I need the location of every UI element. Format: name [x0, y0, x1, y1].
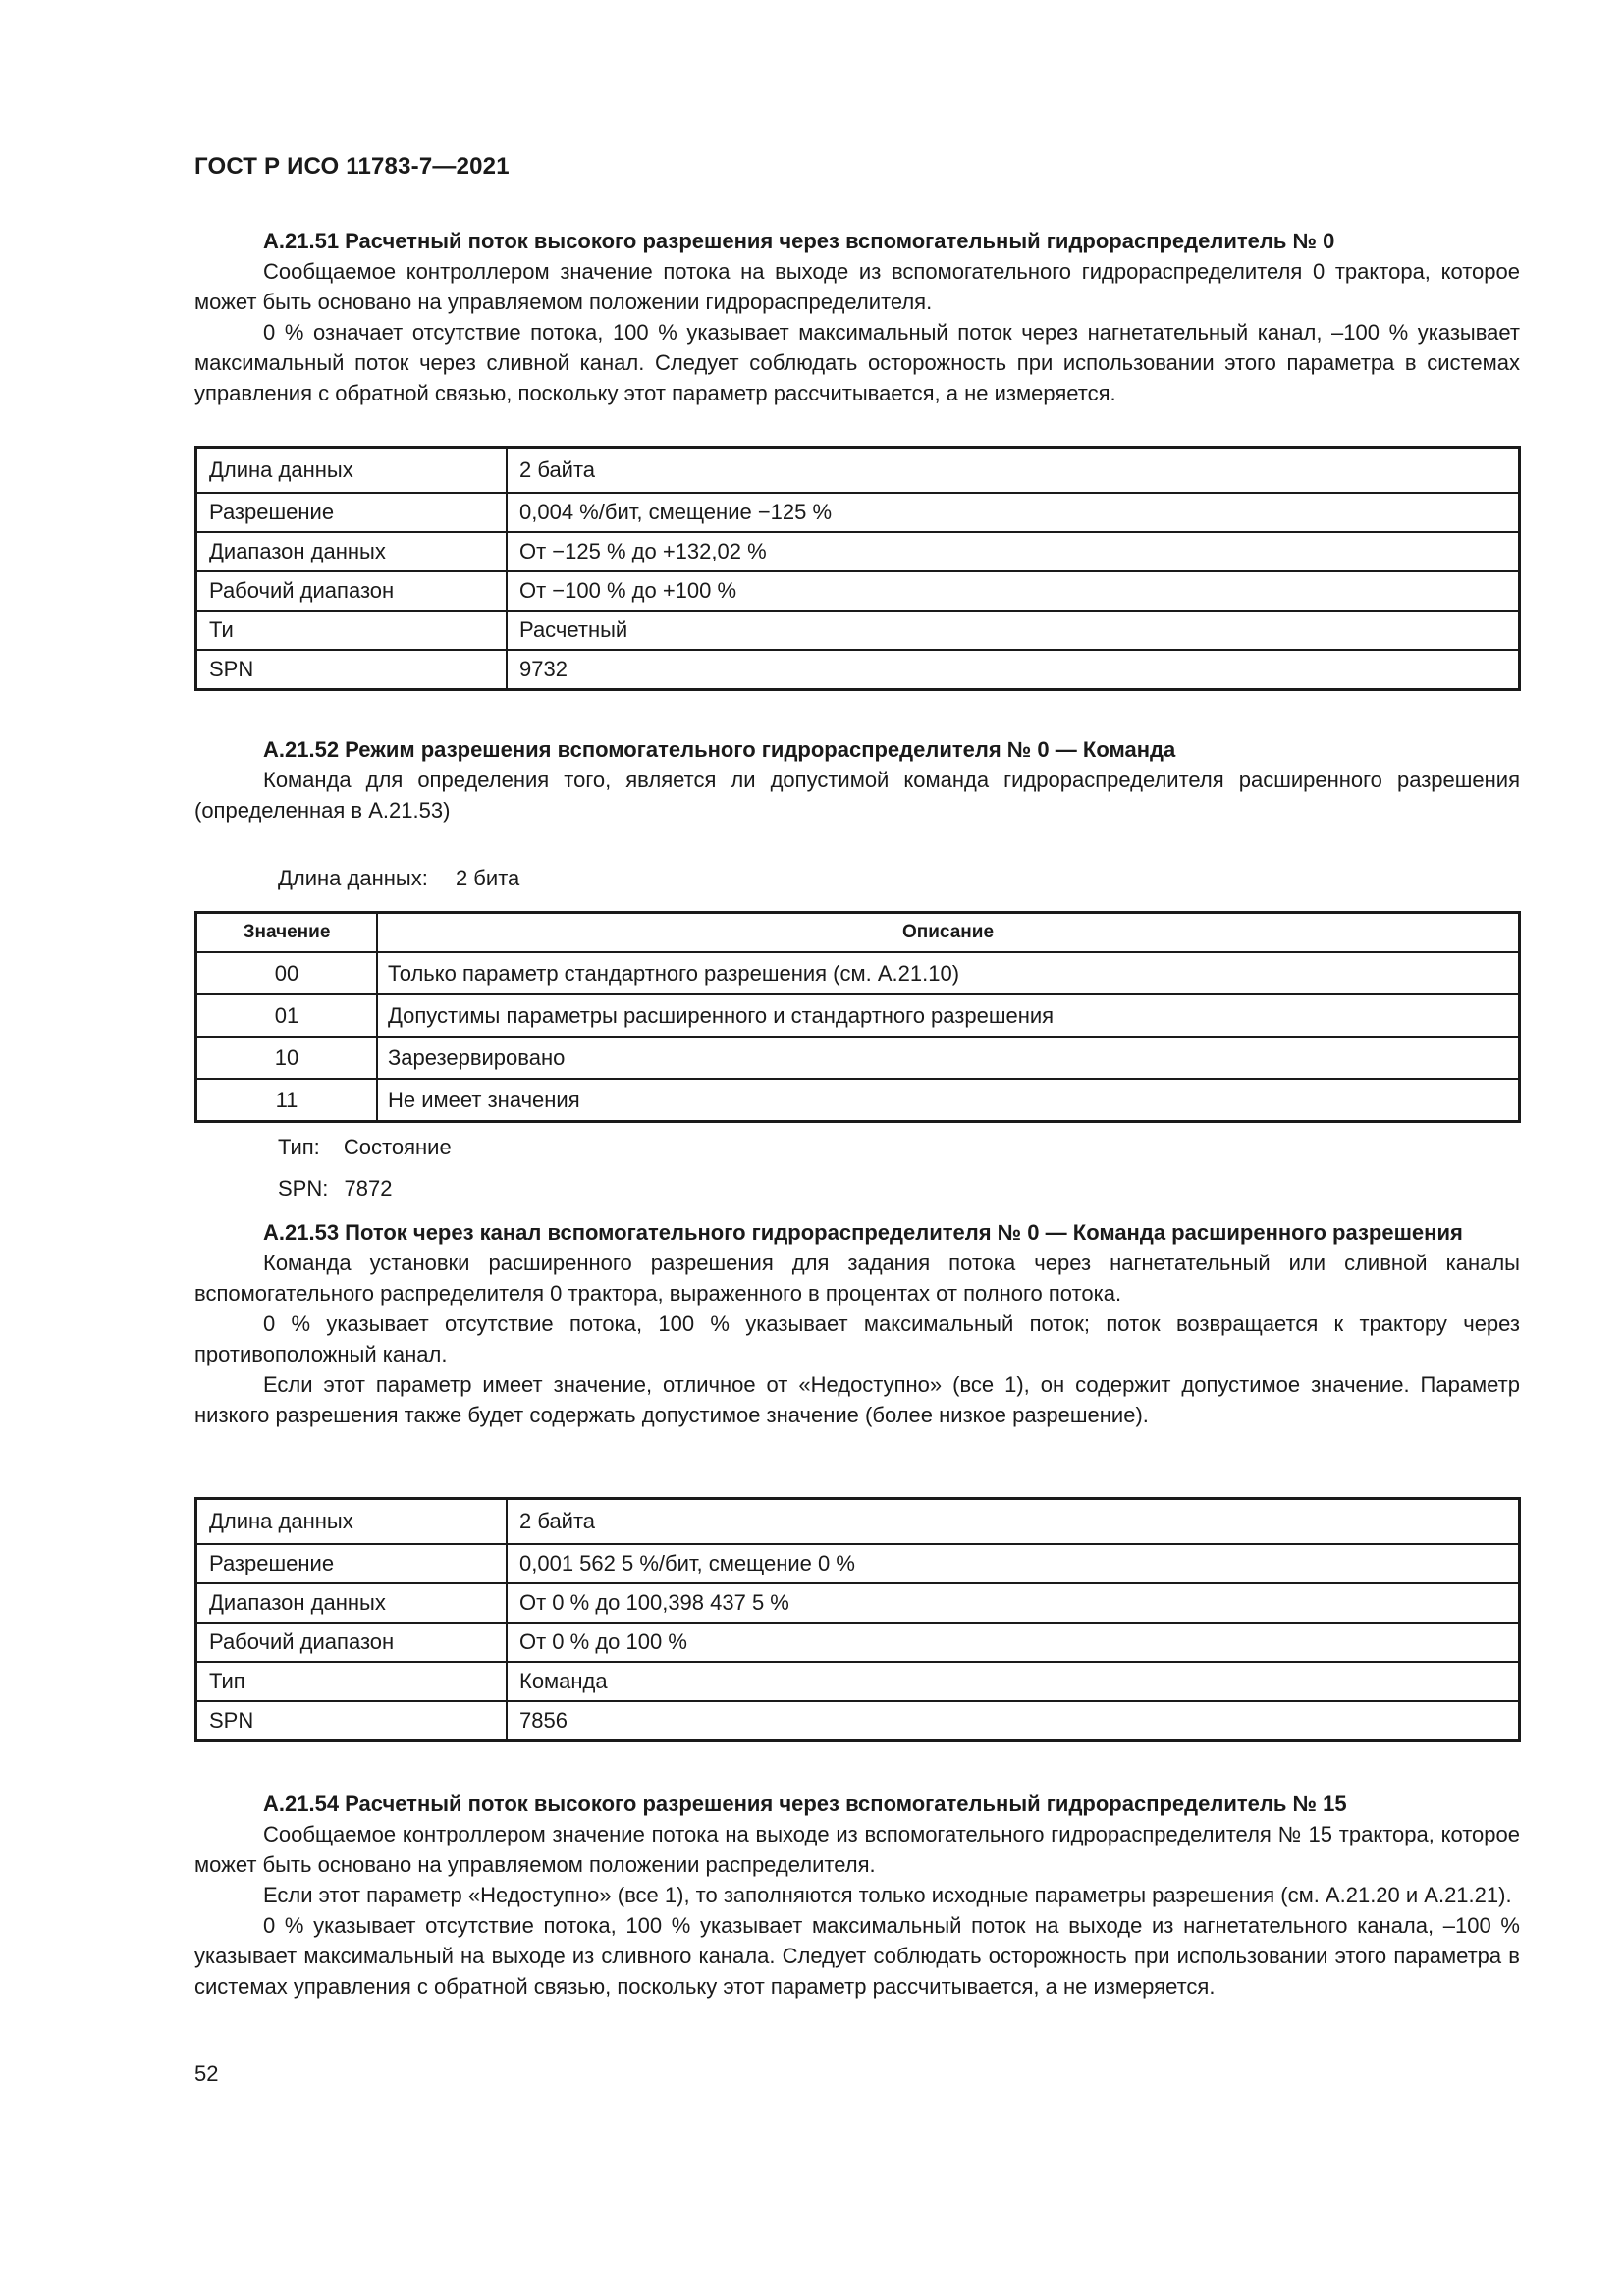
table-key: SPN: [196, 1701, 508, 1741]
table-row: [196, 1623, 1520, 1662]
table-value: 0,004 %/бит, смещение −125 %: [507, 493, 1520, 532]
table-header-row: [196, 913, 1520, 953]
table-value: От 0 % до 100,398 437 5 %: [507, 1583, 1520, 1623]
table-row: [196, 532, 1520, 571]
code-cell: 01: [196, 994, 378, 1037]
table-key: SPN: [196, 650, 508, 690]
table-key: Разрешение: [196, 493, 508, 532]
table-row: [196, 994, 1520, 1037]
section-title: А.21.53 Поток через канал вспомогательного гидрораспределителя № 0 — Команда расширенного разрешения: [263, 1220, 1463, 1245]
table-value: 2 байта: [507, 448, 1520, 494]
description-cell: Зарезервировано: [377, 1037, 1520, 1079]
description-cell: Допустимы параметры расширенного и стандартного разрешения: [377, 994, 1520, 1037]
description-cell: Не имеет значения: [377, 1079, 1520, 1122]
document-header: ГОСТ Р ИСО 11783-7—2021: [194, 153, 510, 180]
type-value: Состояние: [343, 1135, 452, 1159]
spn-line: [278, 1176, 392, 1201]
data-length-label: Длина данных:: [278, 866, 428, 890]
table-row: [196, 611, 1520, 650]
section-a21-52: [194, 734, 1520, 826]
section-title: А.21.51 Расчетный поток высокого разрешения через вспомогательный гидрораспределитель № 0: [263, 229, 1335, 253]
table-value: От 0 % до 100 %: [507, 1623, 1520, 1662]
paragraph: 0 % указывает отсутствие потока, 100 % указывает максимальный поток на выходе из нагнетательного канала, –100 % указывает максимальный на выходе из сливного канала. Следует соблюдать осторожность при использовании этого параметра в системах управления с обратной связью, поскольку этот параметр рассчитывается, а не измеряется.: [194, 1913, 1520, 1999]
table-value: От −100 % до +100 %: [507, 571, 1520, 611]
table-key: Диапазон данных: [196, 532, 508, 571]
spn-value: 7872: [344, 1176, 393, 1201]
table-row: [196, 1037, 1520, 1079]
column-header-value: Значение: [196, 913, 378, 953]
table-row: [196, 493, 1520, 532]
column-header-description: Описание: [377, 913, 1520, 953]
data-length-value: 2 бита: [455, 866, 520, 890]
table-key: Диапазон данных: [196, 1583, 508, 1623]
paragraph: Команда установки расширенного разрешения для задания потока через нагнетательный или сливной каналы вспомогательного распределителя 0 трактора, выраженного в процентах от полного потока.: [194, 1251, 1520, 1306]
paragraph: 0 % указывает отсутствие потока, 100 % указывает максимальный поток; поток возвращается к трактору через противоположный канал.: [194, 1311, 1520, 1366]
table-row: [196, 1499, 1520, 1545]
data-length-line: [278, 866, 519, 891]
section-a21-54: [194, 1789, 1520, 2002]
parameter-table-a21-53: [194, 1497, 1521, 1742]
description-cell: Только параметр стандартного разрешения (см. А.21.10): [377, 952, 1520, 994]
table-row: [196, 448, 1520, 494]
paragraph: Если этот параметр «Недоступно» (все 1), то заполняются только исходные параметры разрешения (см. А.21.20 и А.21.21).: [263, 1883, 1512, 1907]
table-row: [196, 1662, 1520, 1701]
paragraph: Сообщаемое контроллером значение потока на выходе из вспомогательного гидрораспределителя 0 трактора, которое может быть основано на управляемом положении гидрораспределителя.: [194, 259, 1520, 314]
table-value: Расчетный: [507, 611, 1520, 650]
table-value: 2 байта: [507, 1499, 1520, 1545]
code-cell: 10: [196, 1037, 378, 1079]
paragraph: Если этот параметр имеет значение, отличное от «Недоступно» (все 1), он содержит допустимое значение. Параметр низкого разрешения также будет содержать допустимое значение (более низкое разрешение).: [194, 1372, 1520, 1427]
section-a21-51: [194, 226, 1520, 408]
table-value: 7856: [507, 1701, 1520, 1741]
table-value: Команда: [507, 1662, 1520, 1701]
type-line: [278, 1135, 452, 1160]
table-row: [196, 952, 1520, 994]
section-title: А.21.52 Режим разрешения вспомогательного гидрораспределителя № 0 — Команда: [263, 737, 1176, 762]
section-a21-53: [194, 1217, 1520, 1430]
table-key: Длина данных: [196, 1499, 508, 1545]
table-row: [196, 650, 1520, 690]
table-value: От −125 % до +132,02 %: [507, 532, 1520, 571]
page-number: 52: [194, 2061, 219, 2086]
parameter-table-a21-51: [194, 446, 1521, 691]
code-table-a21-52: [194, 911, 1521, 1123]
table-row: [196, 1583, 1520, 1623]
table-value: 0,001 562 5 %/бит, смещение 0 %: [507, 1544, 1520, 1583]
spn-label: SPN:: [278, 1176, 329, 1201]
table-value: 9732: [507, 650, 1520, 690]
table-key: Рабочий диапазон: [196, 571, 508, 611]
table-row: [196, 1701, 1520, 1741]
paragraph: 0 % означает отсутствие потока, 100 % указывает максимальный поток через нагнетательный канал, –100 % указывает максимальный поток через сливной канал. Следует соблюдать осторожность при использовании этого параметра в системах управления с обратной связью, поскольку этот параметр рассчитывается, а не измеряется.: [194, 320, 1520, 405]
table-key: Ти: [196, 611, 508, 650]
table-key: Разрешение: [196, 1544, 508, 1583]
table-key: Тип: [196, 1662, 508, 1701]
type-label: Тип:: [278, 1135, 320, 1159]
table-key: Рабочий диапазон: [196, 1623, 508, 1662]
paragraph: Сообщаемое контроллером значение потока на выходе из вспомогательного гидрораспределителя № 15 трактора, которое может быть основано на управляемом положении распределителя.: [194, 1822, 1520, 1877]
code-cell: 00: [196, 952, 378, 994]
code-cell: 11: [196, 1079, 378, 1122]
table-key: Длина данных: [196, 448, 508, 494]
table-row: [196, 571, 1520, 611]
table-row: [196, 1079, 1520, 1122]
paragraph: Команда для определения того, является ли допустимой команда гидрораспределителя расширенного разрешения (определенная в А.21.53): [194, 768, 1520, 823]
table-row: [196, 1544, 1520, 1583]
section-title: А.21.54 Расчетный поток высокого разрешения через вспомогательный гидрораспределитель № 15: [263, 1791, 1347, 1816]
